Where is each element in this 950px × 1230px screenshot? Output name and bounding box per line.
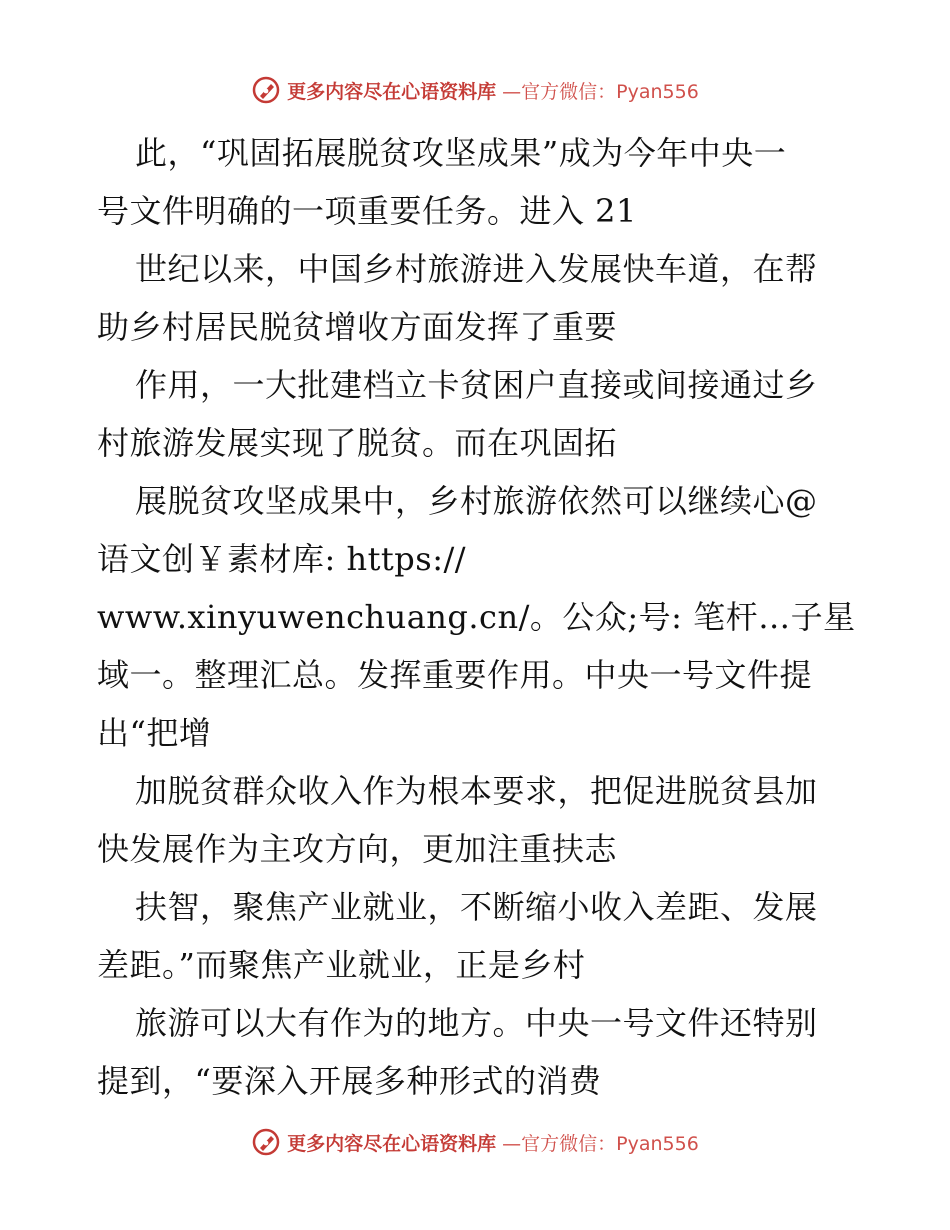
text-line: 此，“巩固拓展脱贫攻坚成果”成为今年中央一 xyxy=(135,134,787,172)
text-line: 扶智，聚焦产业就业，不断缩小收入差距、发展 xyxy=(135,888,818,926)
pen-logo-icon xyxy=(251,1127,281,1157)
text-line: 提到，“要深入开展多种形式的消费 xyxy=(97,1062,602,1100)
document-body xyxy=(97,124,857,1110)
footer-contact: —官方微信：Pyan556 xyxy=(502,1132,699,1155)
text-line: www.xinyuwenchuang.cn/。公众;号: 笔杆…子星 xyxy=(97,598,856,636)
text-line: 出“把增 xyxy=(97,714,212,752)
footer-banner xyxy=(251,1127,699,1157)
header-brand: 更多内容尽在心语资料库 xyxy=(287,80,497,103)
page-footer xyxy=(0,1122,950,1162)
page-header xyxy=(0,70,950,110)
text-line: 世纪以来，中国乡村旅游进入发展快车道，在帮 xyxy=(135,250,818,288)
text-line: 语文创￥素材库: https:// xyxy=(97,540,467,578)
text-line: 旅游可以大有作为的地方。中央一号文件还特别 xyxy=(135,1004,818,1042)
text-line: 域一。整理汇总。发挥重要作用。中央一号文件提 xyxy=(97,656,813,694)
header-banner xyxy=(251,75,699,105)
footer-brand: 更多内容尽在心语资料库 xyxy=(287,1132,497,1155)
text-line: 助乡村居民脱贫增收方面发挥了重要 xyxy=(97,308,618,346)
text-line: 作用，一大批建档立卡贫困户直接或间接通过乡 xyxy=(135,366,818,404)
text-line: 展脱贫攻坚成果中，乡村旅游依然可以继续心@ xyxy=(135,482,818,520)
text-line: 差距。”而聚焦产业就业，正是乡村 xyxy=(97,946,586,984)
pen-logo-icon xyxy=(251,75,281,105)
text-line: 快发展作为主攻方向，更加注重扶志 xyxy=(97,830,618,868)
text-line: 村旅游发展实现了脱贫。而在巩固拓 xyxy=(97,424,618,462)
text-line: 号文件明确的一项重要任务。进入 21 xyxy=(97,192,637,230)
header-contact: —官方微信：Pyan556 xyxy=(502,80,699,103)
text-line: 加脱贫群众收入作为根本要求，把促进脱贫县加 xyxy=(135,772,818,810)
